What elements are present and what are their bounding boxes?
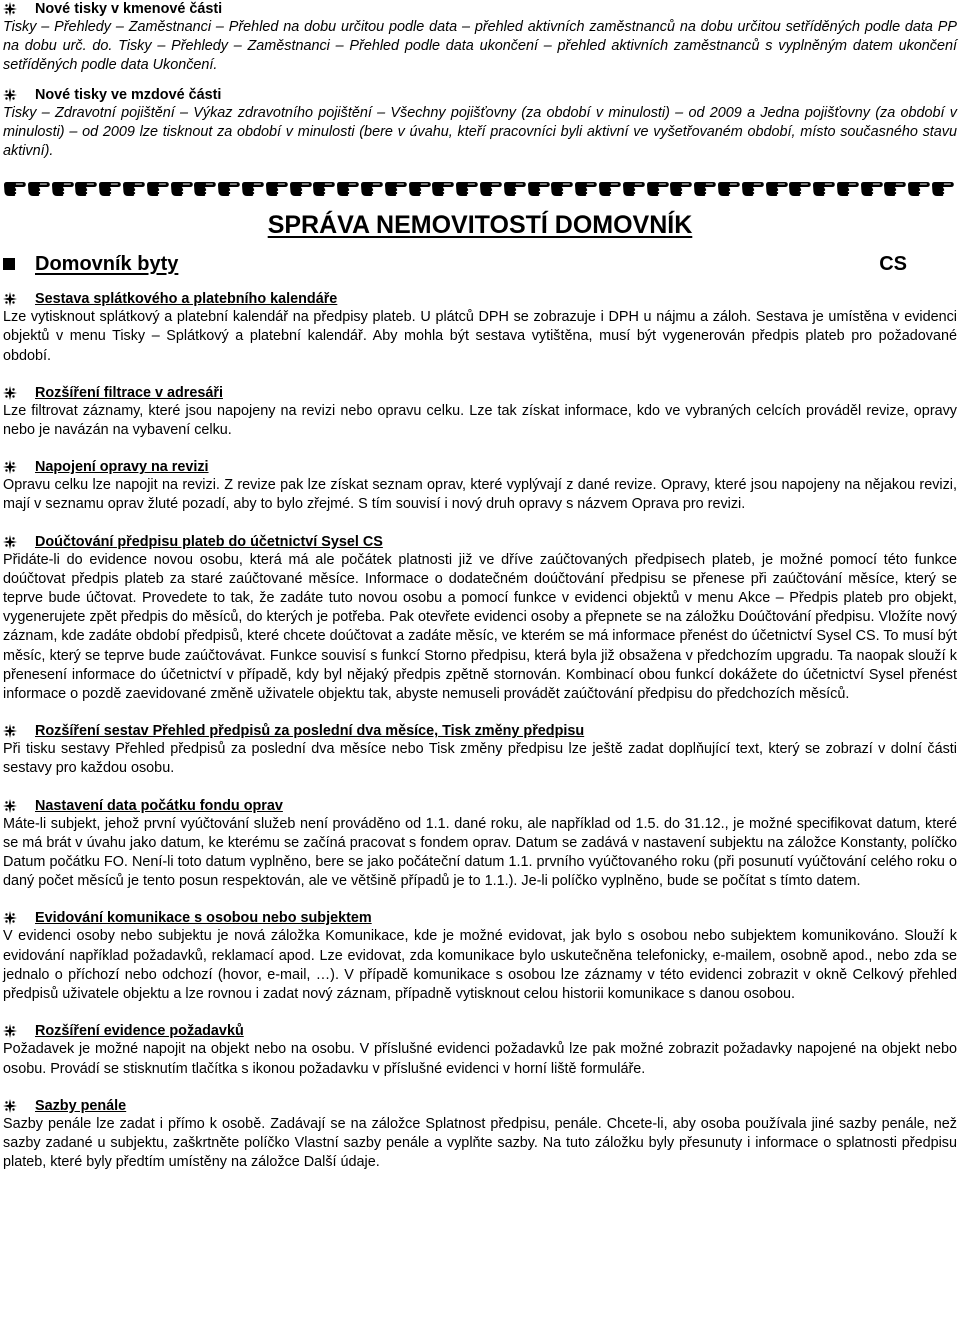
feature-section: [3, 458, 957, 514]
feature-section: [3, 797, 957, 892]
diamond-star-bullet-icon: [3, 1099, 17, 1113]
section-heading: [3, 1022, 957, 1040]
pointing-hand-icon: [931, 179, 955, 199]
feature-section: [3, 1022, 957, 1078]
diamond-star-bullet-icon: [3, 724, 17, 738]
pointing-hand-icon: [146, 179, 170, 199]
section-heading: [3, 290, 957, 308]
pointing-hand-icon: [717, 179, 741, 199]
pointing-hand-icon: [907, 179, 931, 199]
section-body: Přidáte-li do evidence novou osobu, která má ale počátek platnosti již ve dříve zaúčtovaných předpisech plateb, je možné pomocí této funkce doúčtovat předpis plateb za staré zaúčtované měsíce. Informace o dodatečném doúčtování předpisu se přenese při zaúčtování měsíce, který se teprve bude účtovat. Provedete to tak, že zadáte tuto novou osobu a pomocí funkce v evidenci objektů v menu Akce – Předpis plateb pro objekt, vygenerujete zpět předpis do měsíců, do kterých je potřeba. Pak otevřete evidenci osoby a přepnete se na záložku Doúčtování předpisu. Vložíte nový záznam, kde zadáte období předpisů, které chcete doúčtovat a zadáte měsíc, ve kterém se má informace přenést do účetnictví Sysel CS. To musí být měsíc, který se teprve bude zaúčtovávat. Funkce souvisí s funkcí Storno předpisu, která byla již obsažena v předchozím upgradu. Ta naopak slouží k přenesení informace do účetnictví v případě, kdy byl nějaký předpis zpětně stornován. Kombinací obou funkcí dokážete do účetnictví Sysel přenést informace o pozdě zaevidované změně uživatele objektu tak, abyste nemuseli provádět zaúčtování předpisu do předchozích měsíců.: [3, 551, 957, 703]
section-heading: [3, 458, 957, 476]
product-label: Domovník byty: [35, 252, 179, 275]
feature-section: [3, 909, 957, 1004]
header: [3, 211, 957, 240]
diamond-star-bullet-icon: [3, 460, 17, 474]
pointing-hand-icon: [360, 179, 384, 199]
section-title: Nové tisky ve mzdové části: [35, 86, 222, 103]
feature-section: [3, 290, 957, 366]
diamond-star-bullet-icon: [3, 386, 17, 400]
pointing-hand-icon: [646, 179, 670, 199]
diamond-star-bullet-icon: [3, 2, 17, 16]
section-body: Tisky – Přehledy – Zaměstnanci – Přehled na dobu určitou podle data – přehled aktivních zaměstnanců na dobu určitou setříděných podle data PP na dobu urč. do. Tisky – Přehledy – Zaměstnanci – Přehled podle data ukončení – přehled aktivních zaměstnanců s vyplněným datem ukončení setříděných podle data Ukončení.: [3, 19, 957, 74]
product-badge: CS: [879, 252, 907, 275]
pointing-hand-icon: [289, 179, 313, 199]
pointing-hand-divider: [3, 179, 957, 203]
section-new-prints-core: [3, 0, 957, 76]
section-title: Nové tisky v kmenové části: [35, 1, 223, 17]
pointing-hand-icon: [3, 179, 27, 199]
pointing-hand-icon: [550, 179, 574, 199]
section-new-prints-payroll: [3, 86, 957, 162]
section-heading: [3, 533, 957, 551]
diamond-star-bullet-icon: [3, 292, 17, 306]
section-heading: [3, 909, 957, 927]
section-body: Požadavek je možné napojit na objekt nebo na osobu. V příslušné evidenci požadavků lze pak možné zobrazit požadavky napojené na objekt nebo osobu. Provádí se stisknutím tlačítka s ikonou požadavku v příslušné evidenci v horní liště formuláře.: [3, 1041, 957, 1077]
pointing-hand-icon: [408, 179, 432, 199]
pointing-hand-icon: [622, 179, 646, 199]
section-title: Rozšíření filtrace v adresáři: [35, 384, 223, 401]
pointing-hand-icon: [574, 179, 598, 199]
section-body: Lze vytisknout splátkový a platební kalendář na předpisy plateb. U plátců DPH se zobrazuje i DPH u nájmu a záloh. Sestava je umístěna v evidenci objektů v menu Tisky – Splátkový a platební kalendář. Aby mohla být sestava vytištěna, musí být vygenerován předpis plateb pro požadované období.: [3, 309, 957, 364]
pointing-hand-icon: [431, 179, 455, 199]
pointing-hand-icon: [883, 179, 907, 199]
section-title: Sestava splátkového a platebního kalendáře: [35, 291, 338, 308]
pointing-hand-icon: [765, 179, 789, 199]
diamond-star-bullet-icon: [3, 535, 17, 549]
pointing-hand-icon: [336, 179, 360, 199]
pointing-hand-icon: [741, 179, 765, 199]
pointing-hand-icon: [98, 179, 122, 199]
pointing-hand-icon: [217, 179, 241, 199]
section-title: Evidování komunikace s osobou nebo subjektem: [35, 910, 372, 927]
pointing-hand-icon: [836, 179, 860, 199]
pointing-hand-icon: [384, 179, 408, 199]
section-title: Nastavení data počátku fondu oprav: [35, 797, 283, 814]
pointing-hand-icon: [479, 179, 503, 199]
section-heading: [3, 722, 957, 740]
feature-section: [3, 1097, 957, 1173]
page-title: SPRÁVA NEMOVITOSTÍ DOMOVNÍK: [267, 211, 693, 240]
section-heading: [3, 384, 957, 402]
section-body: Při tisku sestavy Přehled předpisů za poslední dva měsíce nebo Tisk změny předpisu lze ještě zadat doplňující text, který se zobrazí v dolní části sestavy pro každou osobu.: [3, 741, 957, 777]
section-title: Doúčtování předpisu plateb do účetnictví Sysel CS: [35, 533, 383, 550]
section-title: Napojení opravy na revizi: [35, 459, 209, 476]
pointing-hand-icon: [812, 179, 836, 199]
pointing-hand-icon: [669, 179, 693, 199]
section-body: Tisky – Zdravotní pojištění – Výkaz zdravotního pojištění – Všechny pojišťovny (za období v minulosti) – od 2009 a Jedna pojišťovny (za období v minulosti) – od 2009 lze tisknout za období v minulosti (bere v úvahu, kteří pracovníci byli aktivní ve vyšetřovaném období, místo současného stavu aktivní).: [3, 104, 957, 160]
section-heading: [3, 1097, 957, 1115]
section-body: V evidenci osoby nebo subjektu je nová záložka Komunikace, kde je možné evidovat, jak bylo s osobou nebo subjektem komunikováno. Slouží k evidování například požadavků, reklamací apod. Lze evidovat, zda komunikace bylo uskutečněna telefonicky, e-mailem, osobně apod., nebo zda se jednalo o příchozí nebo odchozí (hovor, e-mail, …). V případě komunikace s osobou lze záznamy v této evidenci zobrazit v okně Celkový přehled předpisů uživatele objektu a lze rovnou i zadat nový záznam, případně vytisknout celou historii komunikace s danou osobou.: [3, 928, 957, 1003]
section-title: Sazby penále: [35, 1097, 127, 1114]
product-label-group: [3, 253, 178, 276]
section-heading: [3, 797, 957, 815]
pointing-hand-icon: [503, 179, 527, 199]
product-row: [3, 250, 957, 278]
pointing-hand-icon: [51, 179, 75, 199]
pointing-hand-icon: [312, 179, 336, 199]
pointing-hand-icon: [74, 179, 98, 199]
section-body: Máte-li subjekt, jehož první vyúčtování služeb není prováděno od 1.1. dané roku, ale například od 1.5. do 31.12., je možné specifikovat datum, které se má brát v úvahu jako datum, ke kterému se začíná pracovat s fondem oprav. Datum se zadává v nastavení subjektu na záložce Konstanty, políčko Datum počátku FO. Není-li toto datum vyplněno, bere se jako počáteční datum 1.1. prvního vyúčtovaného roku (při posunutí vyúčtování celého roku o daný počet měsíců je tento posun respektován, ale ve většině případů je to 1.1.). Je-li políčko vyplněno, bude se počítat s tímto datem.: [3, 815, 957, 890]
pointing-hand-icon: [788, 179, 812, 199]
pointing-hand-icon: [860, 179, 884, 199]
pointing-hand-icon: [241, 179, 265, 199]
diamond-star-bullet-icon: [3, 911, 17, 925]
diamond-star-bullet-icon: [3, 1024, 17, 1038]
pointing-hand-icon: [193, 179, 217, 199]
section-body: Sazby penále lze zadat i přímo k osobě. Zadávají se na záložce Splatnost předpisu, penále. Chcete-li, aby osoba používala jiné sazby penále, než sazby zadané u subjektu, zaškrtněte políčko Vlastní sazby penále a vyplňte sazby. Na tuto záložku byly přesunuty i informace o splatnosti předpisu plateb, které byly předtím umístěny na záložce Další údaje.: [3, 1115, 957, 1171]
pointing-hand-icon: [170, 179, 194, 199]
pointing-hand-icon: [527, 179, 551, 199]
pointing-hand-icon: [27, 179, 51, 199]
pointing-hand-icon: [122, 179, 146, 199]
pointing-hand-icon: [265, 179, 289, 199]
section-title: Rozšíření sestav Přehled předpisů za poslední dva měsíce, Tisk změny předpisu: [35, 723, 585, 740]
section-body: Opravu celku lze napojit na revizi. Z revize pak lze získat seznam oprav, které vyplývají z dané revize. Opravy, které jsou napojeny na nějakou revizi, mají v seznamu oprav žluté pozadí, aby to bylo zřejmé. S tím souvisí i nový druh opravy s názvem Oprava pro revizi.: [3, 477, 957, 513]
feature-sections: [3, 278, 957, 1172]
section-heading: [3, 0, 957, 18]
section-title: Rozšíření evidence požadavků: [35, 1023, 244, 1040]
square-bullet-icon: [3, 258, 15, 270]
pointing-hand-icon: [455, 179, 479, 199]
feature-section: [3, 384, 957, 440]
diamond-star-bullet-icon: [3, 799, 17, 813]
feature-section: [3, 533, 957, 705]
feature-section: [3, 722, 957, 778]
pointing-hand-icon: [598, 179, 622, 199]
section-body: Lze filtrovat záznamy, které jsou napojeny na revizi nebo opravu celku. Lze tak získat informace, kdo ve vybraných celcích prováděl revize, opravy nebo je navázán na vybavení celku.: [3, 402, 957, 439]
diamond-star-bullet-icon: [3, 88, 17, 102]
section-heading: [3, 86, 957, 104]
pointing-hand-icon: [693, 179, 717, 199]
